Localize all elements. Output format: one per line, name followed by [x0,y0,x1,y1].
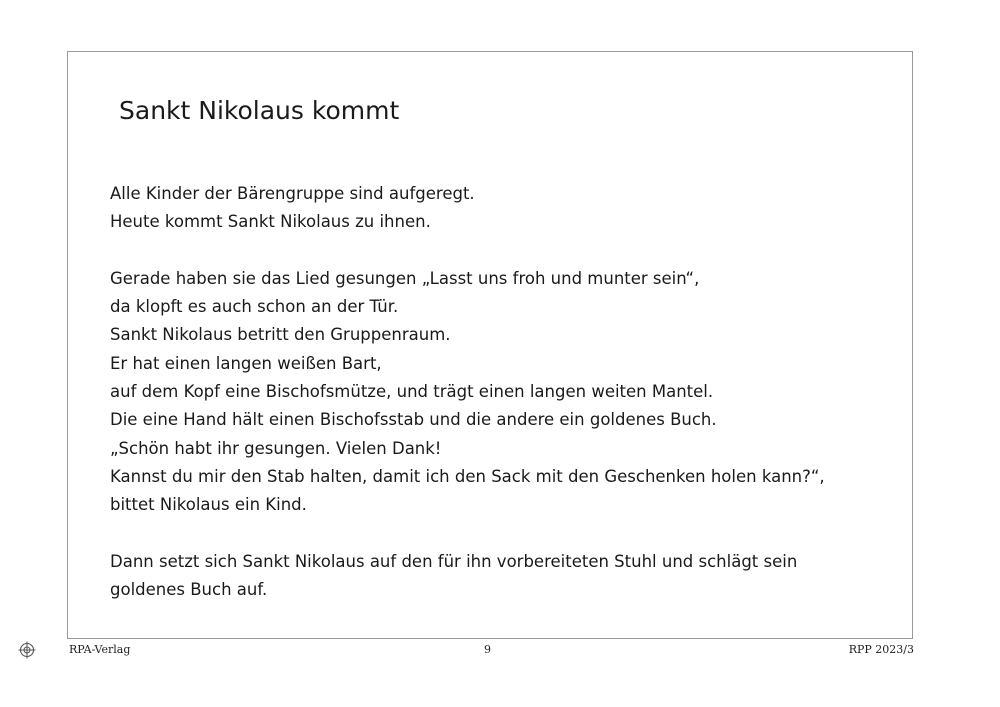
text-line: bittet Nikolaus ein Kind. [110,495,307,515]
text-line: Alle Kinder der Bärengruppe sind aufgeregt. [110,184,475,203]
text-line: Gerade haben sie das Lied gesungen „Lasst uns froh und munter sein“, [110,268,700,288]
footer-page-number: 9 [484,643,491,656]
text-line: Sankt Nikolaus betritt den Gruppenraum. [110,325,451,345]
text-line: Die eine Hand hält einen Bischofsstab und die andere ein goldenes Buch. [110,410,717,430]
text-line: Dann setzt sich Sankt Nikolaus auf den für ihn vorbereiteten Stuhl und schlägt sein [110,551,798,571]
text-line: auf dem Kopf eine Bischofsmütze, und trägt einen langen weiten Mantel. [110,382,714,402]
footer-issue: RPP 2023/3 [848,643,914,656]
page-title: Sankt Nikolaus kommt [119,96,400,125]
text-line: Er hat einen langen weißen Bart, [110,353,382,373]
text-line: Heute kommt Sankt Nikolaus zu ihnen. [110,212,431,232]
crosshair-emblem-icon [18,641,36,659]
text-line: goldenes Buch auf. [110,580,268,600]
footer-publisher: RPA-Verlag [69,643,131,656]
paragraph-2 [110,265,900,520]
paragraph-3 [110,548,900,605]
text-line: Kannst du mir den Stab halten, damit ich den Sack mit den Geschenken holen kann?“, [110,466,825,486]
text-line: da klopft es auch schon an der Tür. [110,297,399,317]
paragraph-1 [110,180,900,237]
story-text [110,180,900,604]
text-line: „Schön habt ihr gesungen. Vielen Dank! [110,438,442,458]
